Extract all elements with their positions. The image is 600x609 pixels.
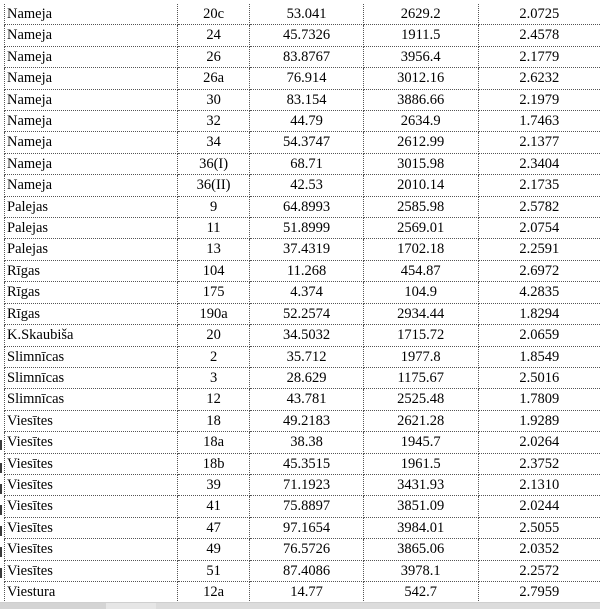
table-row (5, 239, 600, 260)
table-row (5, 25, 600, 46)
number-cell[interactable]: 18b (177, 453, 249, 474)
value-cell-3[interactable]: 2.5782 (478, 196, 600, 217)
number-cell[interactable]: 12a (177, 581, 249, 602)
value-cell-2[interactable]: 3956.4 (363, 46, 478, 67)
street-cell[interactable]: Palejas (5, 218, 178, 239)
table-row (5, 218, 600, 239)
table-row (5, 517, 600, 538)
value-cell-2[interactable]: 1977.8 (363, 346, 478, 367)
value-cell-3[interactable]: 2.5055 (478, 517, 600, 538)
value-cell-1[interactable]: 45.3515 (250, 453, 364, 474)
value-cell-2[interactable]: 2569.01 (363, 218, 478, 239)
number-cell[interactable]: 20 (177, 325, 249, 346)
table-row (5, 89, 600, 110)
value-cell-2[interactable]: 3984.01 (363, 517, 478, 538)
value-cell-1[interactable]: 64.8993 (250, 196, 364, 217)
street-cell[interactable]: Nameja (5, 132, 178, 153)
table-row (5, 432, 600, 453)
value-cell-1[interactable]: 43.781 (250, 389, 364, 410)
street-cell[interactable]: K.Skaubiša (5, 325, 178, 346)
table-row (5, 325, 600, 346)
number-cell[interactable]: 36(I) (177, 153, 249, 174)
number-cell[interactable]: 34 (177, 132, 249, 153)
value-cell-1[interactable]: 34.5032 (250, 325, 364, 346)
value-cell-2[interactable]: 1715.72 (363, 325, 478, 346)
value-cell-3[interactable]: 2.0725 (478, 4, 600, 25)
value-cell-3[interactable]: 2.6972 (478, 260, 600, 281)
edge-mark (0, 547, 2, 557)
edge-mark (0, 463, 2, 473)
street-cell[interactable]: Rīgas (5, 303, 178, 324)
table-row (5, 560, 600, 581)
value-cell-2[interactable]: 1702.18 (363, 239, 478, 260)
table-row (5, 260, 600, 281)
street-cell[interactable]: Viesītes (5, 432, 178, 453)
number-cell[interactable]: 9 (177, 196, 249, 217)
value-cell-2[interactable]: 1911.5 (363, 25, 478, 46)
number-cell[interactable]: 12 (177, 389, 249, 410)
number-cell[interactable]: 30 (177, 89, 249, 110)
street-cell[interactable]: Rīgas (5, 260, 178, 281)
value-cell-3[interactable]: 2.6232 (478, 68, 600, 89)
value-cell-1[interactable]: 87.4086 (250, 560, 364, 581)
edge-mark (0, 526, 2, 536)
table-row (5, 46, 600, 67)
street-cell[interactable]: Viestura (5, 581, 178, 602)
value-cell-1[interactable]: 45.7326 (250, 25, 364, 46)
street-cell[interactable]: Nameja (5, 25, 178, 46)
value-cell-1[interactable]: 97.1654 (250, 517, 364, 538)
edge-mark (0, 484, 2, 494)
value-cell-2[interactable]: 2612.99 (363, 132, 478, 153)
number-cell[interactable]: 175 (177, 282, 249, 303)
table-row (5, 539, 600, 560)
table-row (5, 389, 600, 410)
value-cell-3[interactable]: 2.1735 (478, 175, 600, 196)
table-row (5, 175, 600, 196)
street-cell[interactable]: Nameja (5, 153, 178, 174)
value-cell-2[interactable]: 2621.28 (363, 410, 478, 431)
value-cell-3[interactable]: 1.7809 (478, 389, 600, 410)
value-cell-1[interactable]: 51.8999 (250, 218, 364, 239)
street-cell[interactable]: Viesītes (5, 453, 178, 474)
value-cell-3[interactable]: 2.0352 (478, 539, 600, 560)
value-cell-1[interactable]: 11.268 (250, 260, 364, 281)
street-cell[interactable]: Viesītes (5, 560, 178, 581)
value-cell-1[interactable]: 76.5726 (250, 539, 364, 560)
value-cell-2[interactable]: 3978.1 (363, 560, 478, 581)
table-row (5, 111, 600, 132)
table-row (5, 153, 600, 174)
table-row (5, 132, 600, 153)
scrollbar-track[interactable] (156, 603, 600, 609)
table-row (5, 410, 600, 431)
value-cell-1[interactable]: 71.1923 (250, 474, 364, 495)
number-cell[interactable]: 20c (177, 4, 249, 25)
table-row (5, 4, 600, 25)
value-cell-1[interactable]: 49.2183 (250, 410, 364, 431)
value-cell-3[interactable]: 1.7463 (478, 111, 600, 132)
value-cell-2[interactable]: 1945.7 (363, 432, 478, 453)
street-cell[interactable]: Nameja (5, 89, 178, 110)
table-row (5, 581, 600, 602)
value-cell-3[interactable]: 2.0754 (478, 218, 600, 239)
value-cell-3[interactable]: 2.1779 (478, 46, 600, 67)
value-cell-3[interactable]: 2.2591 (478, 239, 600, 260)
value-cell-1[interactable]: 68.71 (250, 153, 364, 174)
value-cell-2[interactable]: 454.87 (363, 260, 478, 281)
value-cell-3[interactable]: 4.2835 (478, 282, 600, 303)
table-row (5, 346, 600, 367)
value-cell-1[interactable]: 83.154 (250, 89, 364, 110)
street-cell[interactable]: Nameja (5, 46, 178, 67)
value-cell-2[interactable]: 2585.98 (363, 196, 478, 217)
number-cell[interactable]: 24 (177, 25, 249, 46)
street-cell[interactable]: Slimnīcas (5, 346, 178, 367)
street-cell[interactable]: Viesītes (5, 496, 178, 517)
value-cell-2[interactable]: 3012.16 (363, 68, 478, 89)
number-cell[interactable]: 18a (177, 432, 249, 453)
number-cell[interactable]: 36(II) (177, 175, 249, 196)
value-cell-3[interactable]: 1.8294 (478, 303, 600, 324)
value-cell-2[interactable]: 2634.9 (363, 111, 478, 132)
number-cell[interactable]: 26a (177, 68, 249, 89)
number-cell[interactable]: 51 (177, 560, 249, 581)
value-cell-3[interactable]: 2.0264 (478, 432, 600, 453)
value-cell-3[interactable]: 2.0244 (478, 496, 600, 517)
number-cell[interactable]: 104 (177, 260, 249, 281)
street-cell[interactable]: Palejas (5, 196, 178, 217)
value-cell-1[interactable]: 83.8767 (250, 46, 364, 67)
value-cell-1[interactable]: 14.77 (250, 581, 364, 602)
table-row (5, 68, 600, 89)
left-edge-strip (0, 0, 3, 609)
value-cell-2[interactable]: 2010.14 (363, 175, 478, 196)
number-cell[interactable]: 26 (177, 46, 249, 67)
number-cell[interactable]: 18 (177, 410, 249, 431)
street-cell[interactable]: Viesītes (5, 410, 178, 431)
value-cell-3[interactable]: 1.8549 (478, 346, 600, 367)
value-cell-2[interactable]: 3865.06 (363, 539, 478, 560)
table-row (5, 367, 600, 388)
value-cell-2[interactable]: 2525.48 (363, 389, 478, 410)
street-cell[interactable]: Nameja (5, 4, 178, 25)
scrollbar-thumb[interactable] (0, 603, 106, 609)
table-row (5, 496, 600, 517)
street-cell[interactable]: Slimnīcas (5, 367, 178, 388)
value-cell-1[interactable]: 28.629 (250, 367, 364, 388)
value-cell-2[interactable]: 542.7 (363, 581, 478, 602)
value-cell-3[interactable]: 2.5016 (478, 367, 600, 388)
number-cell[interactable]: 32 (177, 111, 249, 132)
value-cell-3[interactable]: 2.7959 (478, 581, 600, 602)
value-cell-2[interactable]: 3015.98 (363, 153, 478, 174)
value-cell-3[interactable]: 2.0659 (478, 325, 600, 346)
value-cell-2[interactable]: 3886.66 (363, 89, 478, 110)
table-row (5, 474, 600, 495)
edge-mark (0, 505, 2, 515)
value-cell-2[interactable]: 1175.67 (363, 367, 478, 388)
street-cell[interactable]: Slimnīcas (5, 389, 178, 410)
value-cell-1[interactable]: 75.8897 (250, 496, 364, 517)
value-cell-2[interactable]: 2629.2 (363, 4, 478, 25)
street-cell[interactable]: Palejas (5, 239, 178, 260)
value-cell-1[interactable]: 76.914 (250, 68, 364, 89)
value-cell-2[interactable]: 1961.5 (363, 453, 478, 474)
value-cell-3[interactable]: 2.1377 (478, 132, 600, 153)
value-cell-1[interactable]: 37.4319 (250, 239, 364, 260)
value-cell-1[interactable]: 42.53 (250, 175, 364, 196)
number-cell[interactable]: 47 (177, 517, 249, 538)
number-cell[interactable]: 3 (177, 367, 249, 388)
street-cell[interactable]: Viesītes (5, 517, 178, 538)
street-cell[interactable]: Nameja (5, 175, 178, 196)
value-cell-2[interactable]: 2934.44 (363, 303, 478, 324)
number-cell[interactable]: 11 (177, 218, 249, 239)
number-cell[interactable]: 41 (177, 496, 249, 517)
street-cell[interactable]: Rīgas (5, 282, 178, 303)
table-row (5, 196, 600, 217)
table-row (5, 453, 600, 474)
value-cell-3[interactable]: 2.1979 (478, 89, 600, 110)
value-cell-3[interactable]: 2.2572 (478, 560, 600, 581)
value-cell-2[interactable]: 104.9 (363, 282, 478, 303)
value-cell-3[interactable]: 2.1310 (478, 474, 600, 495)
table-row (5, 303, 600, 324)
horizontal-scrollbar[interactable] (0, 602, 600, 609)
number-cell[interactable]: 190a (177, 303, 249, 324)
table-body (5, 4, 600, 603)
number-cell[interactable]: 39 (177, 474, 249, 495)
value-cell-1[interactable]: 38.38 (250, 432, 364, 453)
value-cell-1[interactable]: 54.3747 (250, 132, 364, 153)
value-cell-1[interactable]: 53.041 (250, 4, 364, 25)
edge-mark (0, 440, 2, 450)
value-cell-1[interactable]: 4.374 (250, 282, 364, 303)
number-cell[interactable]: 49 (177, 539, 249, 560)
value-cell-1[interactable]: 52.2574 (250, 303, 364, 324)
number-cell[interactable]: 13 (177, 239, 249, 260)
edge-mark (0, 568, 2, 578)
value-cell-3[interactable]: 2.3752 (478, 453, 600, 474)
data-table (4, 4, 600, 603)
number-cell[interactable]: 2 (177, 346, 249, 367)
value-cell-3[interactable]: 2.3404 (478, 153, 600, 174)
value-cell-2[interactable]: 3431.93 (363, 474, 478, 495)
value-cell-3[interactable]: 1.9289 (478, 410, 600, 431)
table-row (5, 282, 600, 303)
value-cell-1[interactable]: 44.79 (250, 111, 364, 132)
street-cell[interactable]: Nameja (5, 68, 178, 89)
street-cell[interactable]: Viesītes (5, 539, 178, 560)
street-cell[interactable]: Nameja (5, 111, 178, 132)
value-cell-1[interactable]: 35.712 (250, 346, 364, 367)
street-cell[interactable]: Viesītes (5, 474, 178, 495)
value-cell-2[interactable]: 3851.09 (363, 496, 478, 517)
value-cell-3[interactable]: 2.4578 (478, 25, 600, 46)
